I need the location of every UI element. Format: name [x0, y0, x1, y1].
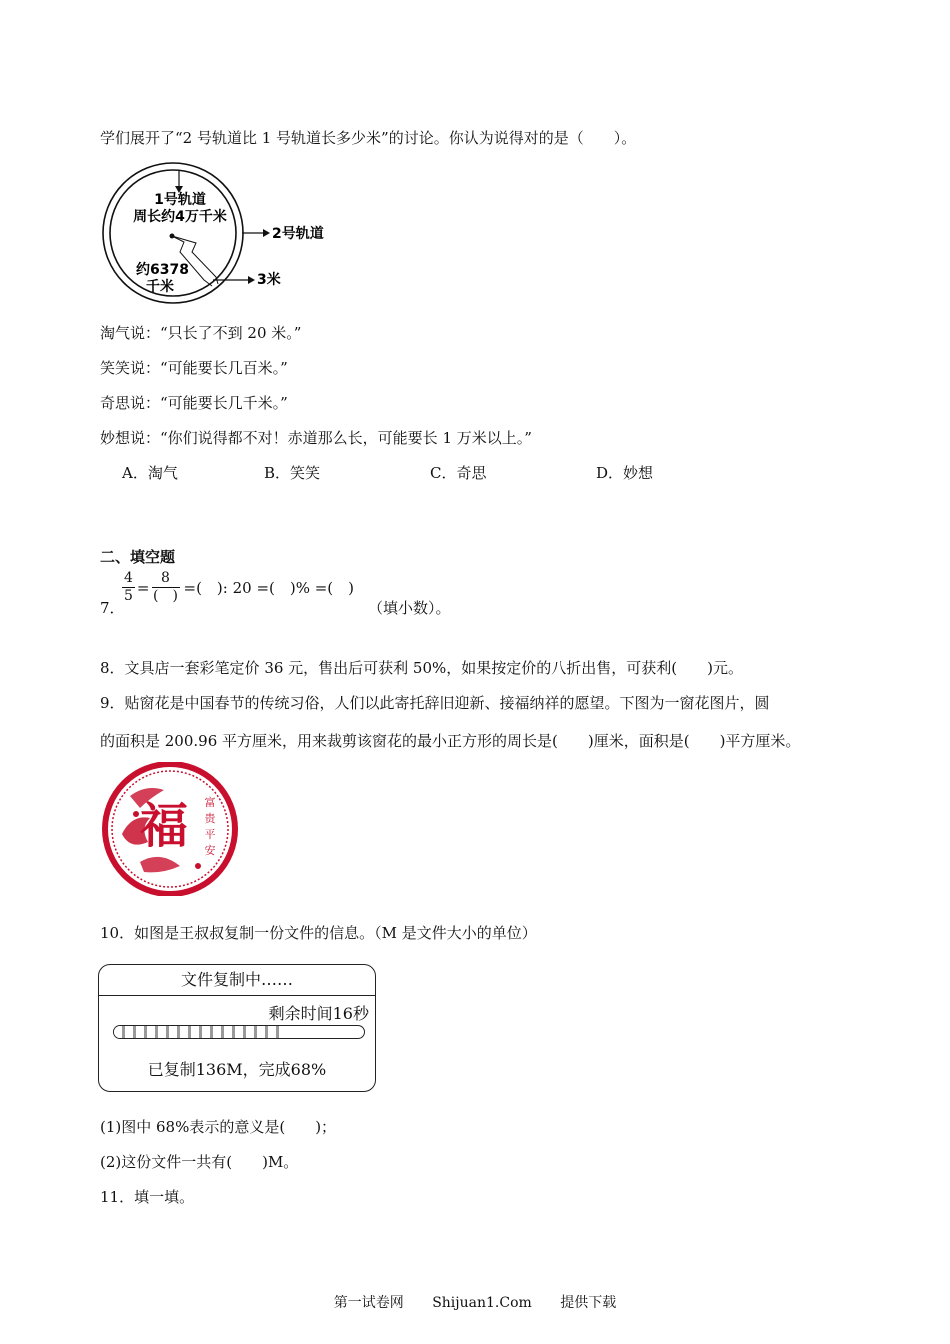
q7-equals: = [136, 578, 150, 597]
flower-side-text-3: 平 [204, 828, 216, 841]
track2-label: 2号轨道 [272, 226, 324, 242]
flower-dot-1 [133, 811, 139, 817]
file-copy-dialog [98, 964, 376, 1092]
gap-label: 3米 [257, 272, 281, 288]
q7-number: 7． [100, 599, 125, 617]
radius-label-b: 千米 [146, 279, 174, 295]
flower-side-text-4: 安 [204, 844, 216, 857]
section-title: 二、填空题 [100, 548, 176, 566]
track2-arrow-head [263, 229, 270, 237]
q7-frac2-numerator: 8 [152, 570, 180, 588]
orbit-diagram [100, 160, 340, 310]
q9-line-2: 的面积是 200.96 平方厘米，用来裁剪该窗花的最小正方形的周长是( )厘米，面积是( )平方厘米。 [100, 732, 801, 750]
option-d: D．妙想 [596, 464, 654, 482]
q9-line-1: 9．贴窗花是中国春节的传统习俗，人们以此寄托辞旧迎新、接福纳祥的愿望。下图为一窗花图片，圆 [100, 694, 770, 712]
q11-text: 11．填一填。 [100, 1188, 195, 1206]
page-footer [0, 1292, 950, 1312]
circumference-label: 周长约4万千米 [133, 209, 227, 225]
q10-sub-2: (2)这份文件一共有( )M。 [100, 1153, 299, 1171]
footer-action: 提供下载 [560, 1295, 617, 1311]
footer-site: 第一试卷网 [333, 1295, 404, 1311]
radius-line-1 [172, 236, 212, 286]
q7-expression-rest: =( ): 20 =( )% =( ) [183, 579, 355, 597]
statement-qisi: 奇思说：“可能要长几千米。” [100, 394, 288, 412]
gap-arrow-head [248, 276, 255, 284]
q7-frac2-denominator: ( ) [153, 588, 178, 604]
remaining-time: 剩余时间16秒 [268, 1004, 369, 1023]
statement-xiaoxiao: 笑笑说：“可能要长几百米。” [100, 359, 288, 377]
track1-label: 1号轨道 [154, 192, 206, 208]
q7-expression [122, 570, 354, 605]
statement-miaoxiang: 妙想说：“你们说得都不对！赤道那么长，可能要长 1 万米以上。” [100, 429, 532, 447]
footer-domain: Shijuan1.Com [432, 1295, 532, 1311]
q10-sub-1: (1)图中 68%表示的意义是( )； [100, 1118, 337, 1136]
copy-status: 已复制136M，完成68% [147, 1060, 327, 1079]
statement-taoqi: 淘气说：“只长了不到 20 米。” [100, 324, 302, 342]
q7-fraction-2 [152, 570, 180, 605]
progress-bar [113, 1025, 365, 1039]
option-b: B．笑笑 [264, 464, 321, 482]
fu-character: 福 [139, 798, 189, 854]
option-c: C．奇思 [430, 464, 487, 482]
flower-side-text-1: 富 [204, 796, 216, 809]
q10-intro: 10．如图是王叔叔复制一份文件的信息。（M 是文件大小的单位） [100, 924, 537, 942]
q7-hint: （填小数）。 [368, 599, 451, 617]
flower-side-text-2: 贵 [204, 812, 216, 825]
q7-frac1-numerator: 4 [124, 570, 133, 586]
radius-label-a: 约6378 [136, 262, 189, 278]
q7-fraction-1 [122, 570, 135, 605]
q8-text: 8．文具店一套彩笔定价 36 元，售出后可获利 50%，如果按定价的八折出售，可获利( )元。 [100, 659, 743, 677]
option-a: A．淘气 [122, 464, 178, 482]
q6-intro: 学们展开了“2 号轨道比 1 号轨道长多少米”的讨论。你认为说得对的是（ ）。 [100, 129, 637, 147]
flower-dot-2 [195, 863, 201, 869]
window-flower-image [100, 762, 240, 896]
dialog-title: 文件复制中…… [99, 965, 375, 996]
q7-frac1-denominator: 5 [124, 588, 133, 604]
progress-fill [114, 1026, 284, 1038]
